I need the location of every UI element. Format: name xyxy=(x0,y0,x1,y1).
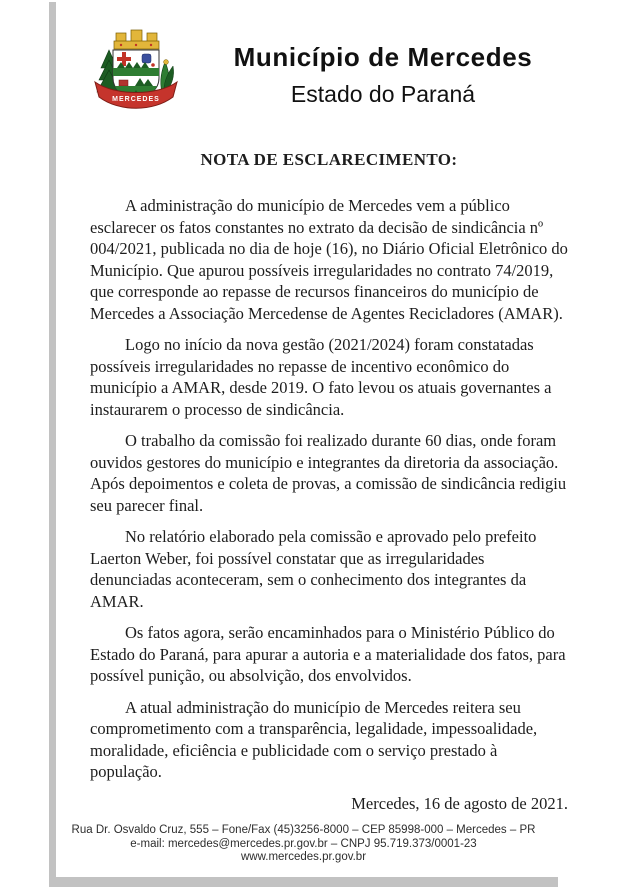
paragraph-2: Logo no início da nova gestão (2021/2024) foram constatadas possíveis irregularidades no repasse de incentivo econômico do município a AMAR, desde 2019. O fato levou os atuais governantes a instaurarem o processo de sindicância. xyxy=(90,335,552,419)
page-edge-bottom xyxy=(49,877,558,887)
page-footer xyxy=(49,824,558,865)
date-line: Mercedes, 16 de agosto de 2021. xyxy=(351,793,568,813)
document-body xyxy=(90,149,568,814)
coat-of-arms-icon xyxy=(93,24,179,116)
mural-crown-icon xyxy=(114,30,159,49)
state-name: Estado do Paraná xyxy=(290,81,476,107)
footer-address: Rua Dr. Osvaldo Cruz, 555 – Fone/Fax (45)3256-8000 – CEP 85998-000 – Mercedes – PR xyxy=(71,824,536,836)
coat-of-arms-logo xyxy=(93,24,179,116)
page-edge-left xyxy=(49,2,56,887)
footer-contact: e-mail: mercedes@mercedes.pr.gov.br – CNPJ 95.719.373/0001-23 xyxy=(130,837,477,850)
ribbon-text: MERCEDES xyxy=(112,96,160,103)
paragraph-4: No relatório elaborado pela comissão e aprovado pelo prefeito Laerton Weber, foi possível constatar que as irregularidades denunciadas aconteceram, sem o conhecimento dos integrantes da AMAR. xyxy=(90,527,537,611)
footer-website: www.mercedes.pr.gov.br xyxy=(240,851,367,863)
paragraph-1: A administração do município de Mercedes vem a público esclarecer os fatos constantes no extrato da decisão de sindicância nº 004/2021, publicada no dia de hoje (16), no Diário Oficial Eletrônico do Município. Que apurou possíveis irregularidades no contrato 74/2019, que corresponde ao repasse de recursos financeiros do município de Mercedes a Associação Mercedense de Agentes Recicladores (AMAR). xyxy=(90,196,568,323)
letterhead xyxy=(93,24,587,116)
letterhead-text xyxy=(179,24,587,108)
document-title: NOTA DE ESCLARECIMENTO: xyxy=(200,150,458,169)
paragraph-6: A atual administração do município de Mercedes reitera seu comprometimento com a transparência, legalidade, impessoalidade, moralidade, eficiência e publicidade com o serviço prestado à população. xyxy=(90,697,538,781)
paragraph-5: Os fatos agora, serão encaminhados para o Ministério Público do Estado do Paraná, para apurar a autoria e a materialidade dos fatos, para possível punição, ou absolvição, dos envolvidos. xyxy=(90,623,566,685)
paragraph-3: O trabalho da comissão foi realizado durante 60 dias, onde foram ouvidos gestores do município e integrantes da diretoria da associação. Após depoimentos e coleta de provas, a comissão de sindicância redigiu seu parecer final. xyxy=(90,431,567,515)
municipality-name: Município de Mercedes xyxy=(233,42,533,72)
